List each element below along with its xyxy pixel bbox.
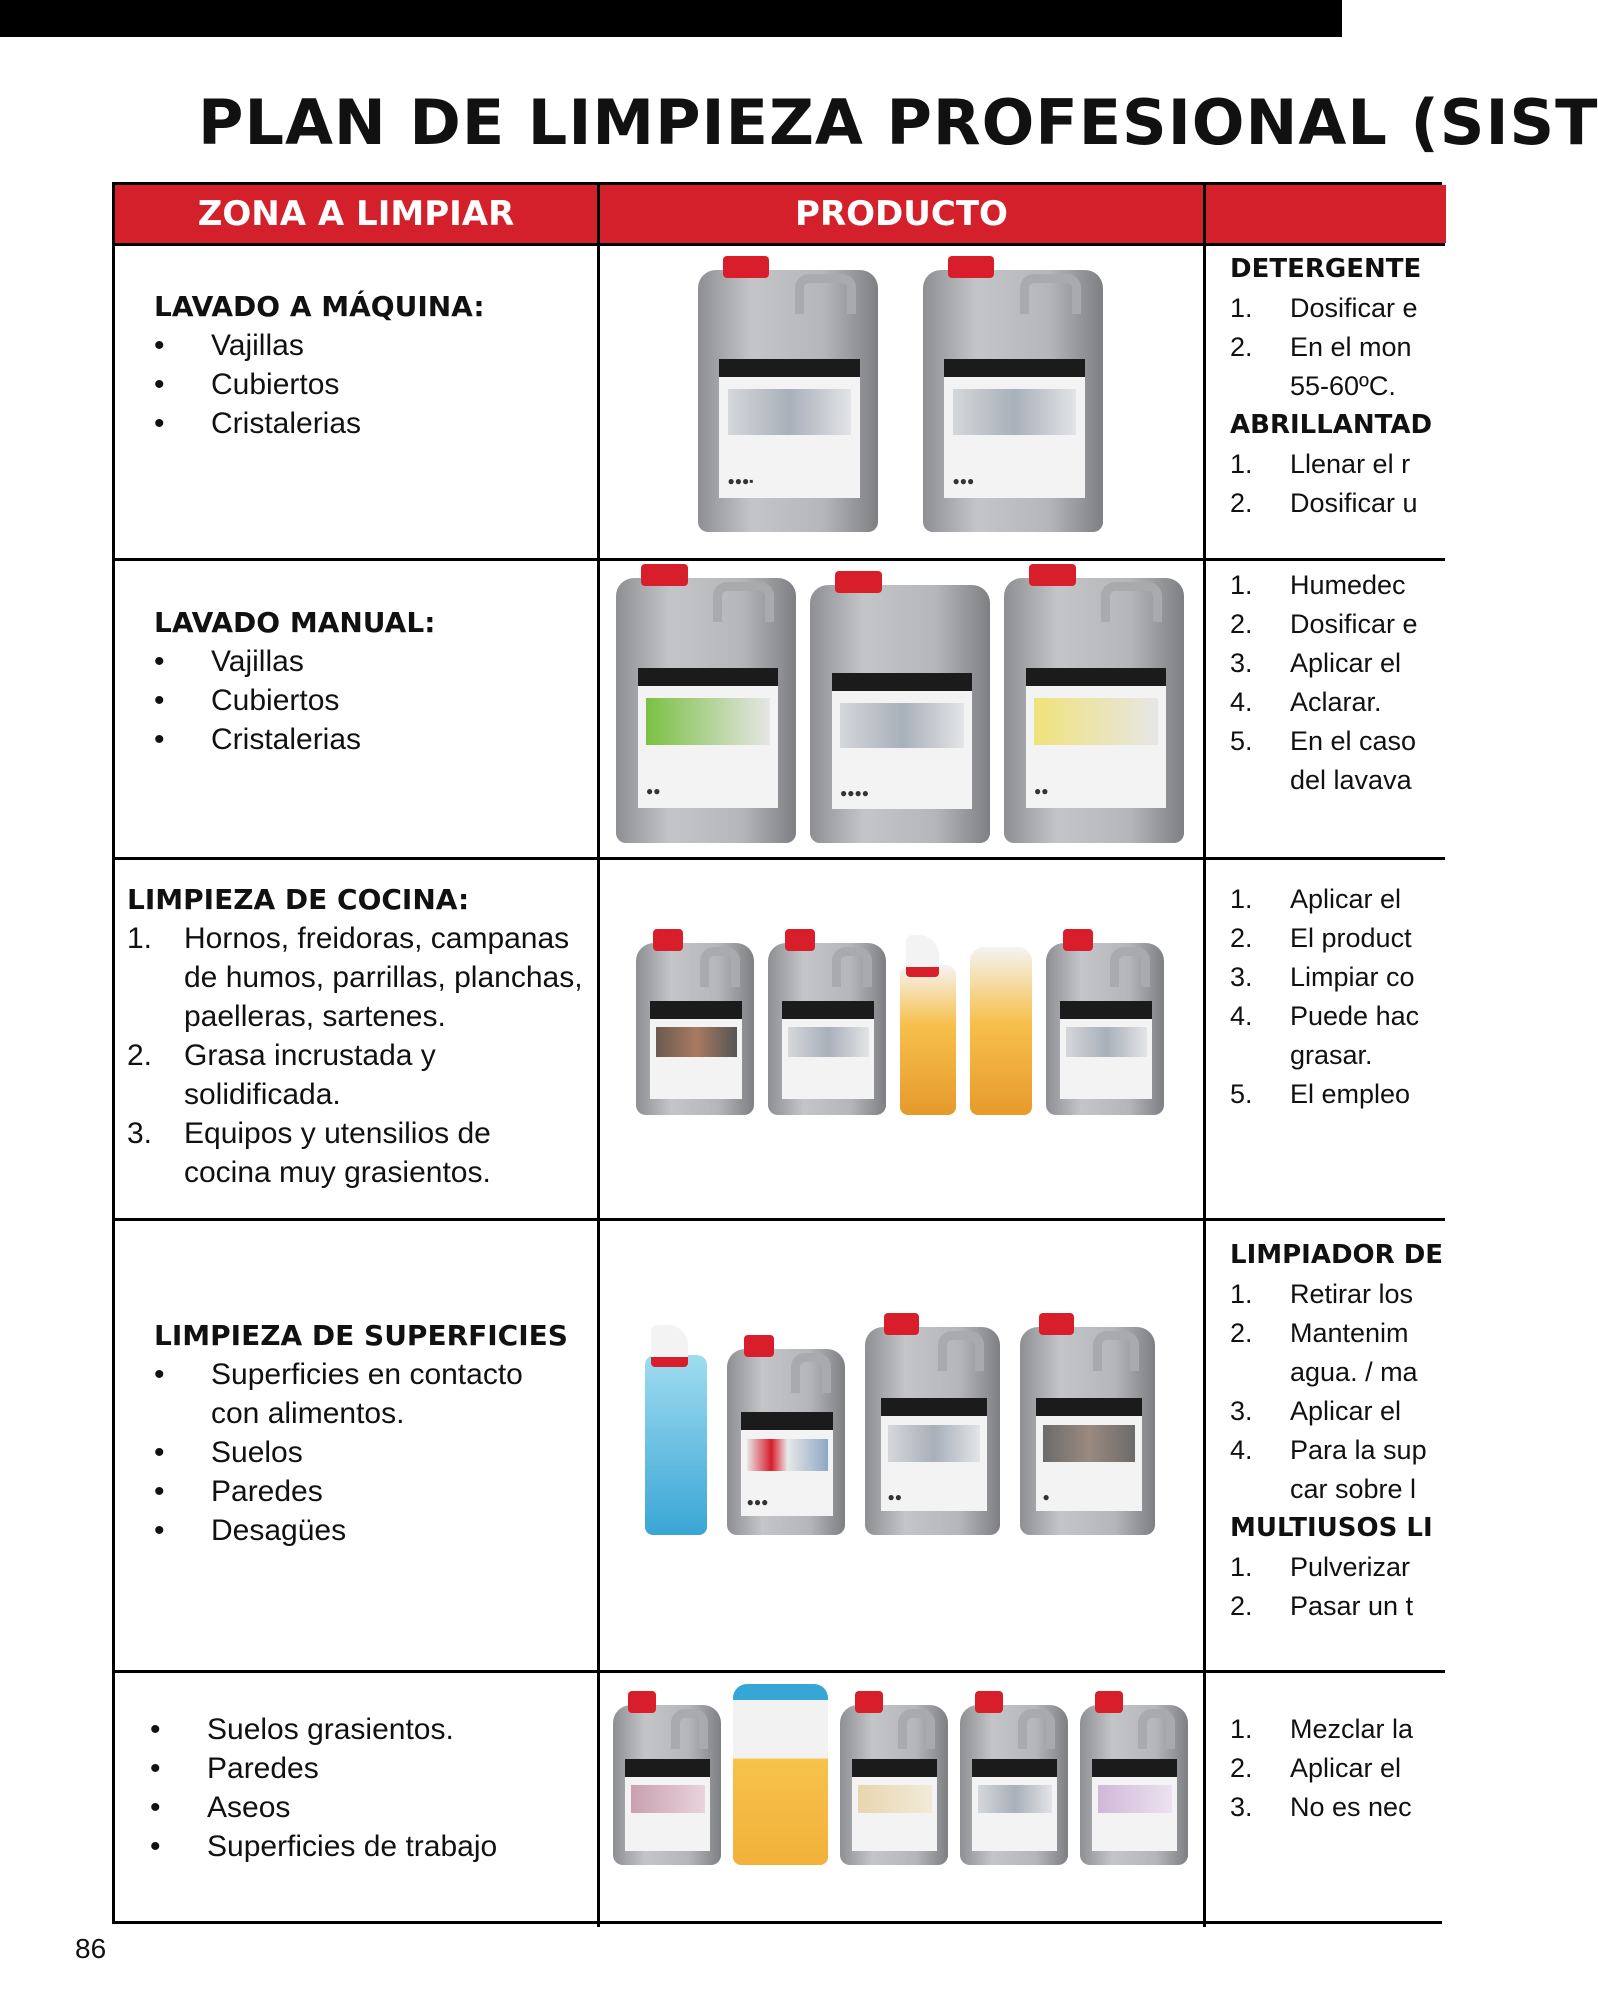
detergent-jug-image: ●●●▪: [698, 270, 878, 532]
instruction-step: 1. Dosificar e: [1230, 293, 1418, 323]
instruction-step: 1. Mezclar la: [1230, 1714, 1414, 1744]
zone-title: LAVADO MANUAL:: [154, 606, 436, 639]
instruction-step: 2. Aplicar el: [1230, 1753, 1402, 1783]
instruction-step: 5. En el caso: [1230, 726, 1417, 756]
instruction-step: 2. Pasar un t: [1230, 1591, 1414, 1621]
zone-row-4: [154, 1316, 574, 1550]
product-images-row-1: [600, 262, 1200, 532]
instruction-step: 1. Pulverizar: [1230, 1552, 1411, 1582]
instruction-step: 4. Para la sup: [1230, 1435, 1427, 1465]
header-zona: ZONA A LIMPIAR: [115, 185, 597, 243]
instruction-step: 1. Llenar el r: [1230, 449, 1411, 479]
zone-item: • Vajillas: [154, 642, 574, 681]
zone-item: • Cubiertos: [154, 681, 574, 720]
header-instrucciones: [1206, 185, 1446, 243]
instruction-heading: LIMPIADOR DE: [1230, 1240, 1444, 1270]
instruction-continuation: agua. / ma: [1290, 1357, 1418, 1387]
row-divider: [115, 558, 1445, 561]
instruction-step: 1. Aplicar el: [1230, 884, 1402, 914]
instruction-heading: MULTIUSOS LI: [1230, 1513, 1433, 1543]
product-images-row-4: [600, 1310, 1200, 1535]
instruction-step: 4. Puede hac: [1230, 1001, 1420, 1031]
zone-title: LAVADO A MÁQUINA:: [154, 290, 485, 323]
product-images-row-3: [600, 920, 1200, 1115]
instruction-step: 3. No es nec: [1230, 1792, 1412, 1822]
zone-item: • Suelos: [154, 1433, 574, 1472]
instruction-step: 2. Mantenim: [1230, 1318, 1409, 1348]
row-divider: [115, 857, 1445, 860]
instruction-heading: ABRILLANTAD: [1230, 410, 1433, 440]
product-images-row-2: [600, 575, 1200, 843]
manual-dish-jug-apple-image: ●●: [616, 578, 796, 843]
instruction-step: 5. El empleo: [1230, 1079, 1411, 1109]
page-title: PLAN DE LIMPIEZA PROFESIONAL (SIST: [198, 86, 1598, 159]
degreaser-spray-bottle-image: [900, 965, 956, 1115]
drain-cleaner-jug-image: ●: [1020, 1327, 1155, 1535]
glass-cleaner-spray-image: [645, 1355, 707, 1535]
zone-item: • Vajillas: [154, 326, 574, 365]
instruction-step: 4. Aclarar.: [1230, 687, 1382, 717]
manual-dish-jug-image: ●●●●: [810, 585, 990, 843]
disinfectant-jug-image: ●●●: [727, 1349, 845, 1535]
instructions-row-5: [1230, 1710, 1413, 1827]
instruction-step: 3. Aplicar el: [1230, 1396, 1402, 1426]
instruction-continuation: 55-60ºC.: [1290, 371, 1396, 401]
instructions-row-2: [1230, 566, 1418, 800]
zone-item: • Superficies en contacto con alimentos.: [154, 1355, 574, 1433]
zone-row-3: [127, 880, 583, 1192]
instructions-row-4: [1230, 1236, 1443, 1626]
oven-cleaner-jug-image: [768, 943, 886, 1115]
instructions-row-3: [1230, 880, 1419, 1114]
page-number: 86: [75, 1933, 107, 1964]
instruction-step: 2. El product: [1230, 923, 1412, 953]
zone-item: • Aseos: [150, 1788, 570, 1827]
instruction-step: 2. Dosificar u: [1230, 488, 1418, 518]
instruction-step: 3. Limpiar co: [1230, 962, 1415, 992]
instruction-step: 2. En el mon: [1230, 332, 1412, 362]
zone-item: • Paredes: [150, 1749, 570, 1788]
row-divider: [115, 1670, 1445, 1673]
zone-item: • Paredes: [154, 1472, 574, 1511]
product-images-row-5: [600, 1695, 1200, 1865]
floor-cleaner-bottle-image: [733, 1684, 828, 1865]
zone-item: • Cristalerias: [154, 720, 574, 759]
kitchen-degreaser-jug-image: [636, 943, 754, 1115]
row-divider: [115, 243, 1445, 246]
column-divider: [1203, 185, 1206, 1927]
zone-item: • Suelos grasientos.: [150, 1710, 570, 1749]
zone-title: LIMPIEZA DE COCINA:: [127, 883, 470, 916]
zone-row-1: [154, 287, 574, 443]
toilet-cleaner-jug-image: [960, 1705, 1068, 1865]
zone-item: • Desagües: [154, 1511, 574, 1550]
zone-numbered-item: 2. Grasa incrustada y solidificada.: [127, 1039, 436, 1111]
row-divider: [115, 1218, 1445, 1221]
multipurpose-jug-image: [1080, 1705, 1188, 1865]
instructions-row-1: [1230, 250, 1432, 523]
instruction-step: 1. Retirar los: [1230, 1279, 1414, 1309]
floor-degreaser-jug-image: [613, 1705, 721, 1865]
instruction-step: 3. Aplicar el: [1230, 648, 1402, 678]
zone-numbered-item: 1. Hornos, freidoras, campanas de humos, parrillas, planchas, paelleras, sartenes.: [127, 922, 583, 1033]
degreaser-refill-bottle-image: [970, 947, 1032, 1115]
zone-row-5: [150, 1710, 570, 1866]
floor-cleaner-jug-image: ●●: [865, 1327, 1000, 1535]
instruction-step: 2. Dosificar e: [1230, 609, 1418, 639]
zone-item: • Superficies de trabajo: [150, 1827, 570, 1866]
instruction-continuation: car sobre l: [1290, 1474, 1417, 1504]
zone-item: • Cubiertos: [154, 365, 574, 404]
header-producto: PRODUCTO: [600, 185, 1203, 243]
zone-title: LIMPIEZA DE SUPERFICIES: [154, 1319, 568, 1352]
surface-cleaner-jug-image: [840, 1705, 948, 1865]
rinse-aid-jug-image: ●●●: [923, 270, 1103, 532]
zone-numbered-item: 3. Equipos y utensilios de cocina muy grasientos.: [127, 1117, 491, 1189]
instruction-continuation: grasar.: [1290, 1040, 1373, 1070]
zone-row-2: [154, 603, 574, 759]
instruction-step: 1. Humedec: [1230, 570, 1406, 600]
manual-dish-jug-lemon-image: ●●: [1004, 578, 1184, 843]
instruction-continuation: del lavava: [1290, 765, 1412, 795]
grill-cleaner-jug-image: [1046, 943, 1164, 1115]
instruction-heading: DETERGENTE: [1230, 254, 1422, 284]
zone-item: • Cristalerias: [154, 404, 574, 443]
top-black-bar: [0, 0, 1342, 37]
